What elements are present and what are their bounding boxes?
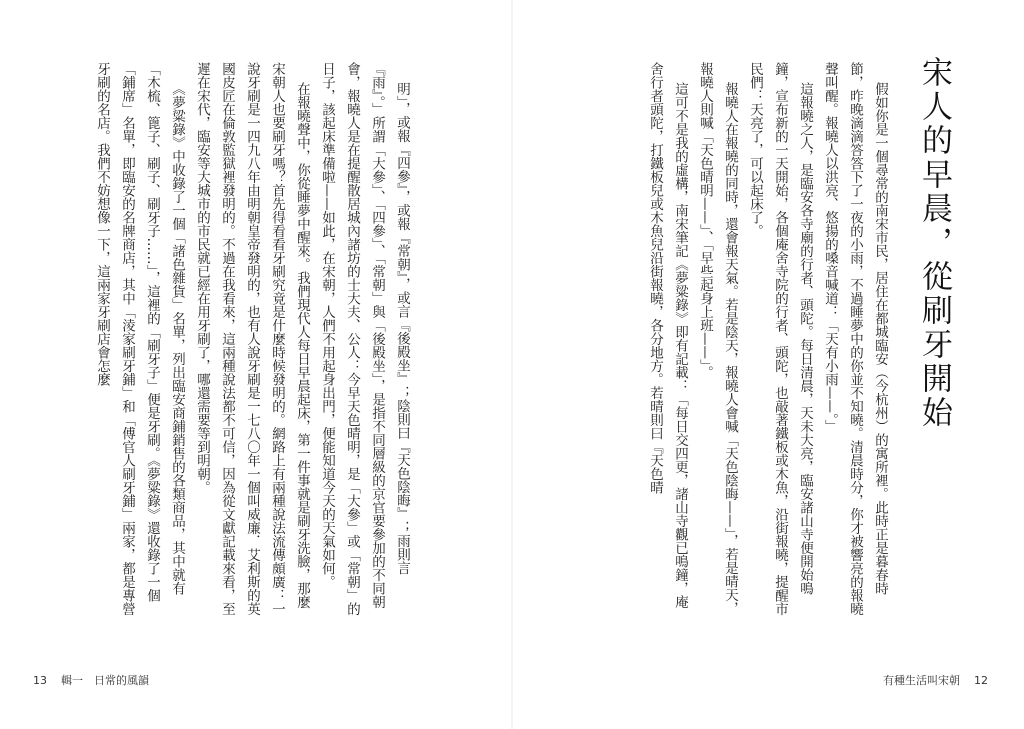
- left-paragraph-1: 明」，或報『四參』，或報『常朝』，或言『後殿坐』；陰則曰『天色陰晦』；雨則言『雨』。」所謂「大參」、「四參」、「常朝」與「後殿坐」，是指不同層級的京官要參加的不同朝會，報曉人是在提醒散居城內諸坊的士大夫、公人：今早天色晴明，是「大參」或「常朝」的日子，該起床準備啦——如此，在宋朝，人們不用起身出門，便能知道今天的天氣如何。: [319, 62, 410, 616]
- right-paragraph-4: 這可不是我的虛構，南宋筆記《夢粱錄》即有記載：「每日交四更，諸山寺觀已鳴鐘，庵舍行者頭陀，打鐵板兒或木魚兒沿街報曉，各分地方。若晴則曰『天色晴: [647, 62, 688, 609]
- left-page-footer: [33, 672, 149, 688]
- right-paragraph-2: 這報曉之人，是臨安各寺廟的行者、頭陀。每日清晨，天未大亮，臨安諸山寺便開始鳴鐘，宣布新的一天開始，各個庵舍寺院的行者、頭陀，也敲著鐵板或木魚，沿街報曉，提醒市民們：天亮了，可以起床了。: [747, 62, 813, 616]
- left-paragraph-2: 在報曉聲中，你從睡夢中醒來。我們現代人每日早晨起床，第一件事就是刷牙洗臉，那麼宋朝人也要刷牙嗎？首先得看看牙刷究竟是什麼時候發明的。網路上有兩種說法流傳頗廣：一說牙刷是一四九八年由明朝皇帝發明的，也有人說牙刷是一七八〇年一個叫威廉．艾利斯的英國皮匠在倫敦監獄裡發明的。不過在我看來，這兩種說法都不可信，因為從文獻記載來看，至遲在宋代，臨安等大城市的市民就已經在用牙刷了，哪還需要等到明朝。: [194, 62, 310, 616]
- right-running-head: 有種生活叫宋朝: [883, 674, 960, 687]
- right-page-body: [592, 62, 892, 622]
- right-paragraph-1: 假如你是一個尋常的南宋市民，居住在都城臨安（今杭州）的寓所裡。此時正是暮春時節，昨晚滴滴答答下了一夜的小雨，不過睡夢中的你並不知曉。清晨時分，你才被響亮的報曉聲叫醒。報曉人以洪亮、悠揚的嗓音喊道：「天有小雨——。」: [822, 62, 888, 616]
- right-page-number: 12: [974, 674, 988, 687]
- left-running-head: 輯一 日常的風韻: [61, 674, 149, 687]
- right-page-footer: [883, 672, 988, 688]
- left-page-body: [44, 62, 414, 622]
- chapter-title: 宋人的早晨，從刷牙開始: [916, 56, 952, 430]
- left-page-number: 13: [33, 674, 47, 687]
- right-paragraph-3: 報曉人在報曉的同時，還會報天氣。若是陰天，報曉人會喊「天色陰晦——」，若是晴天，報曉人則喊「天色晴明——」、「早些起身上班——」。: [697, 62, 738, 616]
- left-paragraph-3: 《夢粱錄》中收錄了一個「諸色雜貨」名單，列出臨安商鋪銷售的各類商品，其中就有「木梳、篦子、刷子、刷牙子……」，這裡的「刷牙子」便是牙刷。《夢粱錄》還收錄了一個「鋪席」名單，即臨安的名牌商店，其中「淩家刷牙鋪」和「傅官人刷牙鋪」兩家，都是專營牙刷的名店。我們不妨想像一下，這兩家牙刷店會怎麼: [94, 62, 185, 616]
- right-page: [512, 0, 1024, 729]
